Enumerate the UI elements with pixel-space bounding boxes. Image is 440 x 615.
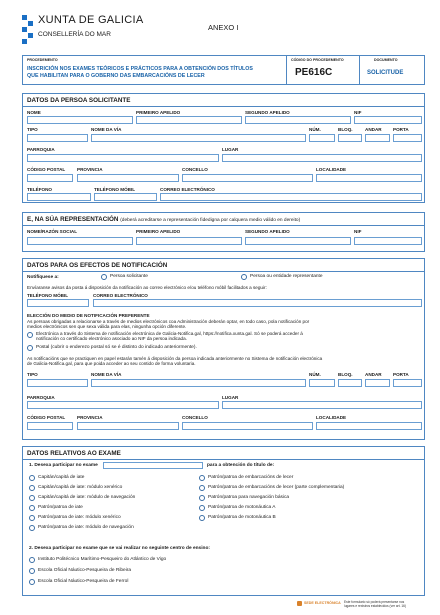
notif-door-label: PORTA xyxy=(393,372,409,377)
notif-council-label: CONCELLO xyxy=(182,415,208,420)
title-right-radio[interactable] xyxy=(199,505,205,511)
title-right-label: Patrón/patroa de embarcacións de lecer xyxy=(208,475,294,480)
notif-type-field[interactable] xyxy=(27,379,88,387)
document-type: SOLICITUDE xyxy=(367,70,404,76)
logo-square-icon xyxy=(28,33,33,38)
notif-num-field[interactable] xyxy=(309,379,335,387)
notice-text: Envíaranse avisos da posta á disposición da notificación ao correo electrónico e/ou teléfono móbil facilitados a seguir: xyxy=(27,285,267,290)
representation-note: (deberá acreditarse a representación fidedigna por calquera medio válido en dereito) xyxy=(120,218,301,223)
exam-type-field[interactable] xyxy=(103,462,203,469)
parish-field[interactable] xyxy=(27,154,219,162)
door-label: PORTA xyxy=(393,127,409,132)
procedure-title-line: QUE HABILITAN PARA O GOBERNO DAS EMBARCACIÓNS DE LECER xyxy=(27,73,205,79)
notif-place-field[interactable] xyxy=(222,401,422,409)
name-label: NOME xyxy=(27,110,41,115)
floor-field[interactable] xyxy=(365,134,390,142)
num-field[interactable] xyxy=(309,134,335,142)
exam-question-1: 1. Desexa participar no exame xyxy=(29,463,98,468)
representation-heading-text: E, NA SÚA REPRESENTACIÓN xyxy=(27,216,119,223)
title-left-radio[interactable] xyxy=(29,505,35,511)
notif-block-label: BLOQ. xyxy=(338,372,353,377)
title-right-radio[interactable] xyxy=(199,475,205,481)
num-label: NÚM. xyxy=(309,127,321,132)
notify-applicant-radio[interactable] xyxy=(101,274,107,280)
locality-field[interactable] xyxy=(316,174,422,182)
place-label: LUGAR xyxy=(222,147,239,152)
postcode-field[interactable] xyxy=(27,174,73,182)
notif-email-field[interactable] xyxy=(93,299,422,307)
title-left-label: Capitán/capitá de iate xyxy=(38,475,85,480)
phone-field[interactable] xyxy=(27,193,91,201)
notif-council-field[interactable] xyxy=(182,422,313,430)
province-field[interactable] xyxy=(77,174,179,182)
rep-name-label: NOME/RAZÓN SOCIAL xyxy=(27,229,78,234)
exam-heading: DATOS RELATIVOS AO EXAME xyxy=(23,447,424,460)
dept-name: CONSELLERÍA DO MAR xyxy=(38,31,111,38)
representation-heading xyxy=(23,213,424,226)
title-left-radio[interactable] xyxy=(29,525,35,531)
rep-surname1-label: PRIMEIRO APELIDO xyxy=(136,229,181,234)
notif-locality-field[interactable] xyxy=(316,422,422,430)
notification-heading: DATOS PARA OS EFECTOS DE NOTIFICACIÓN xyxy=(23,259,424,272)
mobile-field[interactable] xyxy=(94,193,157,201)
notification-section xyxy=(22,258,425,440)
title-right-radio[interactable] xyxy=(199,485,205,491)
notify-to-label: Notifíquese a: xyxy=(27,275,59,280)
centre-label: Escola Oficial Náutico-Pesqueira de Ribeira xyxy=(38,568,132,573)
mobile-label: TELÉFONO MÓBIL xyxy=(94,187,136,192)
title-right-radio[interactable] xyxy=(199,515,205,521)
footer-note-line: lugares e rexistros establecidos (ver art. 16) xyxy=(344,604,407,608)
title-left-radio[interactable] xyxy=(29,515,35,521)
locality-label: LOCALIDADE xyxy=(316,167,347,172)
exam-section xyxy=(22,446,425,596)
electronic-option-line: notificación co certificado electrónico asociado ao NIF da persoa indicada. xyxy=(36,336,187,342)
electronic-radio[interactable] xyxy=(27,332,33,338)
logo-square-icon xyxy=(22,39,27,44)
rep-nif-label: NIF xyxy=(354,229,362,234)
notif-mobile-label: TELÉFONO MÓBIL xyxy=(27,293,69,298)
place-field[interactable] xyxy=(222,154,422,162)
surname1-field[interactable] xyxy=(136,116,242,124)
notif-door-field[interactable] xyxy=(393,379,422,387)
paper-notice-line: As notificacións que se practiquen en papel estarán tamén á disposición da persoa indicada anteriormente no Sistema de notificación electrónica xyxy=(27,356,323,361)
rep-name-field[interactable] xyxy=(27,237,133,245)
door-field[interactable] xyxy=(393,134,422,142)
block-label: BLOQ. xyxy=(338,127,353,132)
notify-applicant-label: Persoa solicitante xyxy=(110,274,148,279)
obligation-text-line: As persoas obrigadas a relacionarse a través de medios electrónicos coa Administración deberán optar, en todo caso, pola notificación por xyxy=(27,319,310,324)
electronic-option-label xyxy=(36,331,303,342)
notif-postcode-label: CÓDIGO POSTAL xyxy=(27,415,66,420)
centre-label: Escola Oficial Náutico-Pesqueira de Ferrol xyxy=(38,579,129,584)
paper-notice-text xyxy=(27,356,322,367)
title-left-label: Capitán/capitá de iate: módulo xenérico xyxy=(38,485,123,490)
title-right-label: Patrón/patroa de motonáutica A xyxy=(208,505,276,510)
notif-province-field[interactable] xyxy=(77,422,179,430)
rep-nif-field[interactable] xyxy=(354,237,422,245)
title-right-label: Patrón/patroa para navegación básica xyxy=(208,495,290,500)
province-label: PROVINCIA xyxy=(77,167,103,172)
applicant-section xyxy=(22,93,425,203)
representation-section xyxy=(22,212,425,252)
surname2-label: SEGUNDO APELIDO xyxy=(245,110,290,115)
floor-label: ANDAR xyxy=(365,127,382,132)
notif-mobile-field[interactable] xyxy=(27,299,89,307)
title-left-label: Capitán/capitá de iate: módulo de navegación xyxy=(38,495,136,500)
annex-title: ANEXO I xyxy=(208,23,239,32)
footer-note xyxy=(344,600,406,608)
email-field[interactable] xyxy=(160,193,422,201)
title-left-radio[interactable] xyxy=(29,475,35,481)
procedure-code-label: CÓDIGO DO PROCEDEMENTO xyxy=(291,58,344,62)
applicant-heading: DATOS DA PERSOA SOLICITANTE xyxy=(23,94,424,107)
logo-square-icon xyxy=(22,15,27,20)
notif-num-label: NÚM. xyxy=(309,372,321,377)
notif-street-field[interactable] xyxy=(91,379,306,387)
title-left-radio[interactable] xyxy=(29,495,35,501)
surname2-field[interactable] xyxy=(245,116,351,124)
postal-radio[interactable] xyxy=(27,345,33,351)
notif-parish-field[interactable] xyxy=(27,401,219,409)
logo-square-icon xyxy=(22,27,27,32)
nif-field[interactable] xyxy=(354,116,422,124)
type-label: TIPO xyxy=(27,127,38,132)
notif-street-label: NOME DA VÍA xyxy=(91,372,122,377)
notif-postcode-field[interactable] xyxy=(27,422,73,430)
obligation-text-line: medios electrónicos sen que sexa válida para elas, ningunha opción diferente. xyxy=(27,324,187,330)
sede-label: SEDE ELECTRÓNICA xyxy=(304,601,341,605)
paper-notice-line: de Galicia-Notifica.gal, para que poida acceder ao seu contido de forma voluntaria. xyxy=(27,361,196,367)
preferred-label: ELECCIÓN DO MEDIO DE NOTIFICACIÓN PREFERENTE xyxy=(27,313,150,318)
notif-province-label: PROVINCIA xyxy=(77,415,103,420)
procedure-title-line: INSCRICIÓN NOS EXAMES TEÓRICOS E PRÁCTICOS PARA A OBTENCIÓN DOS TÍTULOS xyxy=(27,66,253,72)
procedure-title xyxy=(27,66,253,80)
centre-radio[interactable] xyxy=(29,579,35,585)
org-name: XUNTA DE GALICIA xyxy=(38,14,144,26)
document-label: DOCUMENTO xyxy=(374,58,398,62)
centre-radio[interactable] xyxy=(29,568,35,574)
title-right-label: Patrón/patroa de motonáutica B xyxy=(208,515,276,520)
obligation-text xyxy=(27,319,309,330)
notif-locality-label: LOCALIDADE xyxy=(316,415,347,420)
notif-block-field[interactable] xyxy=(338,379,362,387)
logo-square-icon xyxy=(28,21,33,26)
street-field[interactable] xyxy=(91,134,306,142)
electronic-option-line: Electrónica a través do Sistema de notificación electrónica de Galicia-Notifica.gal, https://notifica.xunta.gal. Só se poderá acceder á xyxy=(36,331,303,336)
footer-note-line: Este formulario só poderá presentarse nos xyxy=(344,600,405,604)
title-right-radio[interactable] xyxy=(199,495,205,501)
title-left-label: Patrón/patroa de iate: módulo de navegación xyxy=(38,525,134,530)
procedure-code: PE616C xyxy=(295,67,333,78)
title-left-label: Patrón/patroa de iate xyxy=(38,505,83,510)
centre-radio[interactable] xyxy=(29,557,35,563)
postal-option-label: Postal (cubrir o enderezo postal só se é distinto do indicado anteriormente). xyxy=(36,345,197,350)
notify-representative-radio[interactable] xyxy=(241,274,247,280)
name-field[interactable] xyxy=(27,116,133,124)
rep-surname1-field[interactable] xyxy=(136,237,242,245)
title-right-label: Patrón/patroa de embarcacións de lecer (parte complementaria) xyxy=(208,485,345,490)
notif-email-label: CORREO ELECTRÓNICO xyxy=(93,293,148,298)
notif-floor-label: ANDAR xyxy=(365,372,382,377)
surname1-label: PRIMEIRO APELIDO xyxy=(136,110,181,115)
procedure-label: PROCEDEMENTO xyxy=(27,58,58,62)
street-label: NOME DA VÍA xyxy=(91,127,122,132)
notif-parish-label: PARROQUIA xyxy=(27,395,55,400)
exam-question-2: 2. Desexa participar no exame que se vai realizar no seguinte centro de ensino: xyxy=(29,546,211,551)
notif-type-label: TIPO xyxy=(27,372,38,377)
council-field[interactable] xyxy=(182,174,313,182)
parish-label: PARROQUIA xyxy=(27,147,55,152)
notif-floor-field[interactable] xyxy=(365,379,390,387)
block-field[interactable] xyxy=(338,134,362,142)
nif-label: NIF xyxy=(354,110,362,115)
phone-label: TELÉFONO xyxy=(27,187,53,192)
notify-representative-label: Persoa ou entidade representante xyxy=(250,274,323,279)
type-field[interactable] xyxy=(27,134,88,142)
centre-label: Instituto Politécnico Marítimo-Pesqueiro do Atlántico de Vigo xyxy=(38,557,167,562)
council-label: CONCELLO xyxy=(182,167,208,172)
postcode-label: CÓDIGO POSTAL xyxy=(27,167,66,172)
rep-surname2-label: SEGUNDO APELIDO xyxy=(245,229,290,234)
procedure-box xyxy=(22,55,425,85)
email-label: CORREO ELECTRÓNICO xyxy=(160,187,215,192)
rep-surname2-field[interactable] xyxy=(245,237,351,245)
title-left-label: Patrón/patroa de iate: módulo xenérico xyxy=(38,515,121,520)
title-left-radio[interactable] xyxy=(29,485,35,491)
exam-question-1-suffix: para a obtención do título de: xyxy=(207,463,275,468)
sede-icon xyxy=(297,601,302,606)
notif-place-label: LUGAR xyxy=(222,395,239,400)
